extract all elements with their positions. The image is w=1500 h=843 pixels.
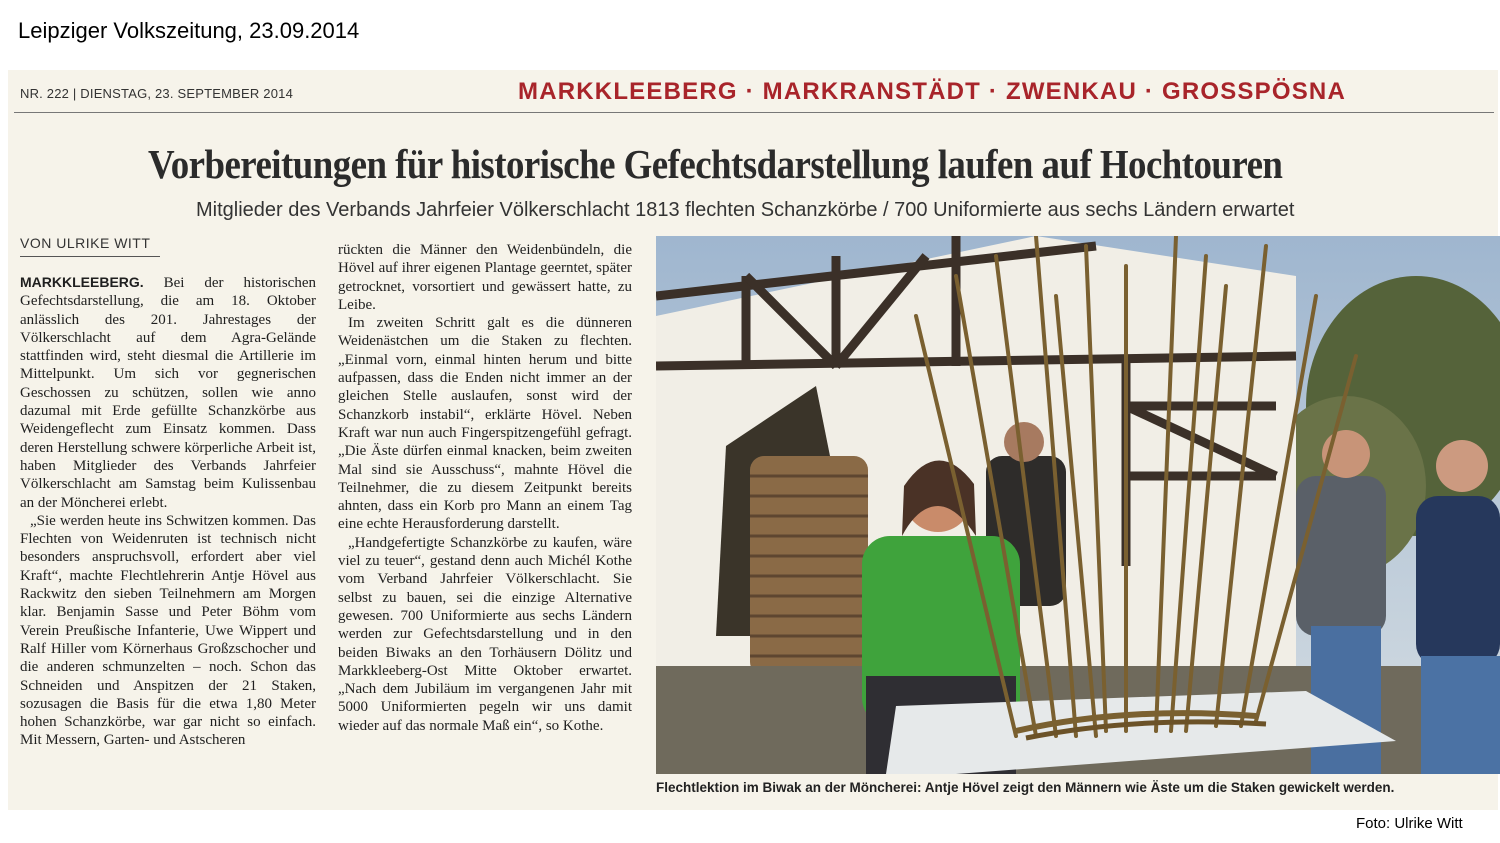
issue-line: NR. 222 | DIENSTAG, 23. SEPTEMBER 2014	[20, 86, 294, 101]
dateline: MARKKLEEBERG.	[20, 274, 144, 290]
byline: VON ULRIKE WITT	[20, 235, 151, 251]
article-paragraph: MARKKLEEBERG. Bei der historischen Gefechtsdarstellung, die am 18. Oktober anlässlich des 201. Jahrestages der Völkerschlacht auf dem Agra-Gelände stattfinden wird, steht diesmal die Artillerie im Mittelpunkt. Um sich vor gegnerischen Geschossen zu schützen, sollen wie anno dazumal mit Erde gefüllte Schanzkörbe aus Weidengeflecht zum Einsatz kommen. Dass deren Herstellung schwere körperliche Arbeit ist, haben Mitglieder des Verbands Jahrfeier Völkerschlacht am Samstag beim Kulissenbau an der Möncherei erlebt.	[20, 274, 316, 511]
headline: Vorbereitungen für historische Gefechtsdarstellung laufen auf Hochtouren	[148, 141, 1283, 187]
photo-credit: Foto: Ulrike Witt	[1356, 815, 1463, 832]
photo-caption: Flechtlektion im Biwak an der Möncherei: Antje Hövel zeigt den Männern wie Äste um die Staken gewickelt werden.	[656, 780, 1395, 795]
byline-rule	[20, 256, 160, 257]
source-label: Leipziger Volkszeitung, 23.09.2014	[18, 18, 360, 43]
subheadline: Mitglieder des Verbands Jahrfeier Völkerschlacht 1813 flechten Schanzkörbe / 700 Uniformierte aus sechs Ländern erwartet	[196, 199, 1295, 221]
article-column-1	[20, 273, 316, 750]
header-rule	[14, 112, 1494, 113]
article-paragraph: rückten die Männer den Weidenbündeln, die Hövel auf ihrer eigenen Plantage geerntet, später getrocknet, vorsortiert und gewässert hatte, zu Leibe.	[338, 242, 632, 313]
article-paragraph: Im zweiten Schritt galt es die dünneren Weidenästchen um die Staken zu flechten. „Einmal vorn, einmal hinten herum und bitte aufpassen, dass die Enden nicht immer an der gleichen Stelle auslaufen, sonst wird der Schanzkorb instabil“, erklärte Hövel. Neben Kraft war nun auch Fingerspitzengefühl gefragt. „Die Äste dürfen einmal knacken, beim zweiten Mal sind sie Ausschuss“, mahnte Hövel die Teilnehmer, die zu diesem Zeitpunkt bereits ahnten, dass ein Korb pro Mann an einem Tag eine echte Herausforderung darstellt.	[338, 315, 632, 533]
article-paragraph: „Sie werden heute ins Schwitzen kommen. Das Flechten von Weidenruten ist technisch nicht besonders anspruchsvoll, erfordert aber viel Kraft“, machte Flechtlehrerin Antje Hövel aus Rackwitz den sieben Teilnehmern am Morgen klar. Benjamin Sasse und Peter Böhm vom Verein Preußische Infanterie, Uwe Wippert und Ralf Hiller vom Körnerhaus Großzschocher und die anderen schmunzelten – noch. Schon das Schneiden und Anspitzen der 21 Staken, sozusagen die Basis für die etwa 1,80 Meter hohen Schanzkörbe, war gar nicht so einfach. Mit Messern, Garten- und Astscheren	[20, 512, 316, 749]
regional-section-title: MARKKLEEBERG · MARKRANSTÄDT · ZWENKAU · GROSSPÖSNA	[518, 78, 1346, 105]
article-paragraph: „Handgefertigte Schanzkörbe zu kaufen, wäre viel zu teuer“, gestand denn auch Michél Kothe vom Verband Jahrfeier Völkerschlacht. Sie selbst zu bauen, sei die einzige Alternative gewesen. 700 Uniformierte aus sechs Ländern werden zur Gefechtsdarstellung und in den beiden Biwaks an den Torhäusern Dölitz und Markkleeberg-Ost Mitte Oktober erwartet. „Nach dem Jubiläum im vergangenen Jahr mit 5000 Uniformierten pegeln wir uns damit wieder auf das normale Maß ein“, so Kothe.	[338, 534, 632, 734]
article-photo	[656, 236, 1500, 774]
article-column-2	[338, 241, 632, 735]
